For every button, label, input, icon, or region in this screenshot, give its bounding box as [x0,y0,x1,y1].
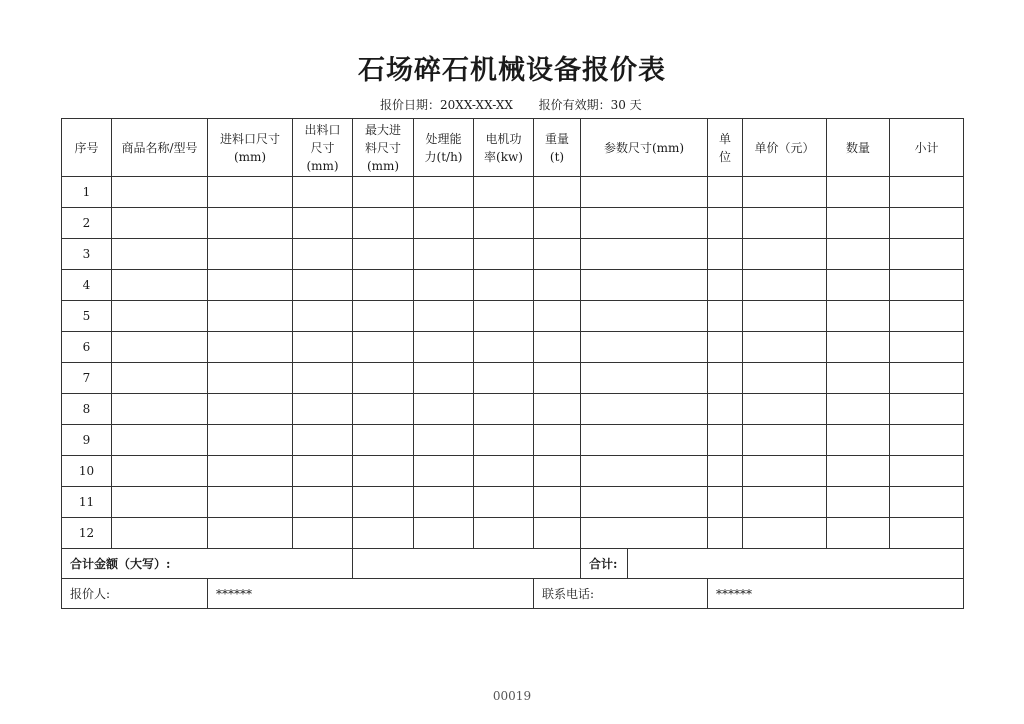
table-cell[interactable] [208,208,293,239]
phone-label: 联系电话: [534,579,708,609]
table-cell[interactable] [293,301,353,332]
table-cell[interactable] [581,270,708,301]
column-header [293,119,353,177]
table-cell[interactable] [293,394,353,425]
table-cell[interactable] [474,270,534,301]
table-row [62,270,964,301]
table-cell[interactable] [112,301,208,332]
table-cell[interactable] [534,332,581,363]
table-cell[interactable] [743,301,827,332]
table-cell[interactable] [414,363,474,394]
table-cell[interactable] [743,425,827,456]
table-cell[interactable] [293,332,353,363]
table-cell[interactable] [474,456,534,487]
table-cell[interactable] [208,363,293,394]
table-cell[interactable] [474,177,534,208]
table-cell[interactable] [890,301,964,332]
table-cell[interactable] [112,270,208,301]
table-row [62,394,964,425]
table-row [62,456,964,487]
page-number: 00019 [492,689,532,703]
table-cell[interactable] [708,239,743,270]
table-cell[interactable] [534,239,581,270]
table-row [62,332,964,363]
column-header [208,119,293,177]
contact-row [62,579,964,609]
table-cell[interactable] [708,425,743,456]
column-header-line: 料尺寸 [364,140,401,155]
column-header-line: 单价（元） [754,140,815,155]
table-row [62,208,964,239]
table-cell[interactable] [208,456,293,487]
table-cell[interactable] [414,301,474,332]
table-cell[interactable] [353,301,414,332]
table-cell[interactable] [534,301,581,332]
table-cell[interactable] [708,487,743,518]
table-cell[interactable] [414,518,474,549]
table-cell[interactable] [534,363,581,394]
row-number: 11 [62,487,112,518]
total-uppercase-label: 合计金额（大写）: [62,549,353,579]
table-cell[interactable] [293,208,353,239]
table-cell[interactable] [112,208,208,239]
table-cell[interactable] [112,394,208,425]
table-cell[interactable] [414,239,474,270]
table-cell[interactable] [208,425,293,456]
row-number: 3 [62,239,112,270]
table-cell[interactable] [743,177,827,208]
table-cell[interactable] [581,425,708,456]
table-cell[interactable] [353,332,414,363]
table-cell[interactable] [353,239,414,270]
column-header-line: 单 [718,131,731,146]
table-cell[interactable] [827,301,890,332]
table-cell[interactable] [112,456,208,487]
table-cell[interactable] [534,270,581,301]
table-cell[interactable] [581,456,708,487]
table-cell[interactable] [414,208,474,239]
table-cell[interactable] [353,394,414,425]
table-cell[interactable] [208,518,293,549]
table-cell[interactable] [743,332,827,363]
table-cell[interactable] [708,394,743,425]
table-cell[interactable] [534,208,581,239]
table-cell[interactable] [890,363,964,394]
table-cell[interactable] [708,208,743,239]
table-cell[interactable] [208,394,293,425]
document-title: 石场碎石机械设备报价表 [358,55,666,86]
quoter-value[interactable]: ****** [208,579,534,609]
table-cell[interactable] [890,332,964,363]
column-header [534,119,581,177]
table-header-row [62,119,964,177]
table-body [62,177,964,549]
row-number: 4 [62,270,112,301]
table-cell[interactable] [890,177,964,208]
table-row [62,301,964,332]
table-cell[interactable] [827,239,890,270]
table-cell[interactable] [534,425,581,456]
column-header-line: (t) [549,149,565,164]
table-cell[interactable] [743,363,827,394]
table-cell[interactable] [112,518,208,549]
table-cell[interactable] [293,239,353,270]
column-header-line: 位 [718,149,731,164]
quote-validity: 报价有效期：30 天 [538,98,642,112]
table-cell[interactable] [827,332,890,363]
table-cell[interactable] [827,208,890,239]
column-header-line: 力(t/h) [424,149,463,164]
column-header-line: (mm) [306,158,339,173]
total-value[interactable] [628,549,963,578]
table-cell[interactable] [293,518,353,549]
column-header-line: (mm) [233,149,267,164]
table-row [62,425,964,456]
table-cell[interactable] [353,518,414,549]
table-cell[interactable] [890,208,964,239]
table-cell[interactable] [474,208,534,239]
table-cell[interactable] [112,332,208,363]
row-number: 6 [62,332,112,363]
table-cell[interactable] [743,208,827,239]
table-cell[interactable] [827,363,890,394]
column-header-line: 重量 [544,131,569,146]
table-cell[interactable] [743,487,827,518]
table-cell[interactable] [414,487,474,518]
column-header [827,119,890,177]
table-row [62,239,964,270]
table-cell[interactable] [708,518,743,549]
table-row [62,487,964,518]
row-number: 9 [62,425,112,456]
table-cell[interactable] [534,456,581,487]
row-number: 2 [62,208,112,239]
column-header-line: 小计 [914,140,939,155]
table-cell[interactable] [581,301,708,332]
row-number: 12 [62,518,112,549]
column-header-line: (mm) [366,158,400,173]
table-cell[interactable] [581,518,708,549]
table-cell[interactable] [827,394,890,425]
table-cell[interactable] [474,518,534,549]
table-cell[interactable] [708,332,743,363]
table-cell[interactable] [414,394,474,425]
table-cell[interactable] [208,239,293,270]
table-cell[interactable] [708,177,743,208]
table-cell[interactable] [414,425,474,456]
table-cell[interactable] [353,270,414,301]
table-cell[interactable] [743,270,827,301]
table-cell[interactable] [474,487,534,518]
column-header-line: 商品名称/型号 [121,140,198,155]
column-header-line: 出料口 [304,122,341,137]
table-cell[interactable] [890,239,964,270]
table-row [62,518,964,549]
column-header-line: 进料口尺寸 [219,131,280,146]
table-cell[interactable] [534,177,581,208]
table-cell[interactable] [708,456,743,487]
quote-table [61,118,964,609]
table-cell[interactable] [353,425,414,456]
table-cell[interactable] [581,363,708,394]
table-cell[interactable] [208,177,293,208]
table-cell[interactable] [293,425,353,456]
table-cell[interactable] [293,177,353,208]
column-header-line: 参数尺寸(mm) [603,140,685,155]
table-cell[interactable] [112,239,208,270]
table-cell[interactable] [293,487,353,518]
table-cell[interactable] [581,208,708,239]
total-label: 合计: [581,549,628,578]
total-uppercase-value[interactable] [353,549,581,579]
row-number: 5 [62,301,112,332]
table-cell[interactable] [293,270,353,301]
table-cell[interactable] [208,487,293,518]
table-cell[interactable] [890,425,964,456]
table-cell[interactable] [474,239,534,270]
table-cell[interactable] [353,177,414,208]
column-header-line: 处理能 [425,131,462,146]
table-cell[interactable] [890,456,964,487]
table-cell[interactable] [353,487,414,518]
table-cell[interactable] [581,394,708,425]
table-cell[interactable] [414,270,474,301]
column-header-line: 电机功 [485,131,522,146]
row-number: 1 [62,177,112,208]
total-cell [581,549,964,579]
quote-date: 报价日期：20XX-XX-XX [380,98,513,112]
column-header-line: 数量 [845,140,870,155]
table-row [62,177,964,208]
table-cell[interactable] [353,363,414,394]
table-cell[interactable] [581,487,708,518]
table-cell[interactable] [353,208,414,239]
table-cell[interactable] [414,456,474,487]
table-cell[interactable] [743,394,827,425]
table-cell[interactable] [112,425,208,456]
table-cell[interactable] [414,177,474,208]
table-cell[interactable] [534,487,581,518]
phone-value[interactable]: ****** [708,579,964,609]
table-cell[interactable] [708,363,743,394]
table-cell[interactable] [208,270,293,301]
table-cell[interactable] [581,239,708,270]
quoter-label: 报价人: [62,579,208,609]
table-cell[interactable] [890,270,964,301]
table-cell[interactable] [827,518,890,549]
table-cell[interactable] [353,456,414,487]
table-cell[interactable] [827,270,890,301]
table-cell[interactable] [827,456,890,487]
row-number: 8 [62,394,112,425]
table-cell[interactable] [890,394,964,425]
table-cell[interactable] [474,332,534,363]
table-cell[interactable] [581,177,708,208]
table-cell[interactable] [827,487,890,518]
table-cell[interactable] [293,363,353,394]
table-cell[interactable] [743,456,827,487]
summary-row [62,549,964,579]
table-cell[interactable] [208,332,293,363]
column-header-line: 尺寸 [310,140,335,155]
table-cell[interactable] [890,518,964,549]
table-cell[interactable] [743,518,827,549]
table-cell[interactable] [474,425,534,456]
column-header-line: 率(kw) [484,149,523,164]
row-number: 7 [62,363,112,394]
table-cell[interactable] [474,394,534,425]
column-header-line: 最大进 [364,122,401,137]
table-cell[interactable] [112,177,208,208]
column-header [353,119,414,177]
table-cell[interactable] [534,394,581,425]
table-cell[interactable] [827,177,890,208]
table-cell[interactable] [708,301,743,332]
table-row [62,363,964,394]
table-cell[interactable] [534,518,581,549]
column-header [474,119,534,177]
table-cell[interactable] [890,487,964,518]
table-cell[interactable] [708,270,743,301]
table-cell[interactable] [581,332,708,363]
column-header [112,119,208,177]
column-header [414,119,474,177]
column-header [581,119,708,177]
column-header [62,119,112,177]
column-header [743,119,827,177]
row-number: 10 [62,456,112,487]
table-cell[interactable] [112,363,208,394]
column-header-line: 序号 [74,140,99,155]
table-cell[interactable] [112,487,208,518]
table-cell[interactable] [208,301,293,332]
table-cell[interactable] [414,332,474,363]
table-cell[interactable] [827,425,890,456]
column-header [708,119,743,177]
column-header [890,119,964,177]
table-cell[interactable] [474,301,534,332]
table-cell[interactable] [743,239,827,270]
quote-meta [380,96,642,113]
table-cell[interactable] [293,456,353,487]
table-cell[interactable] [474,363,534,394]
